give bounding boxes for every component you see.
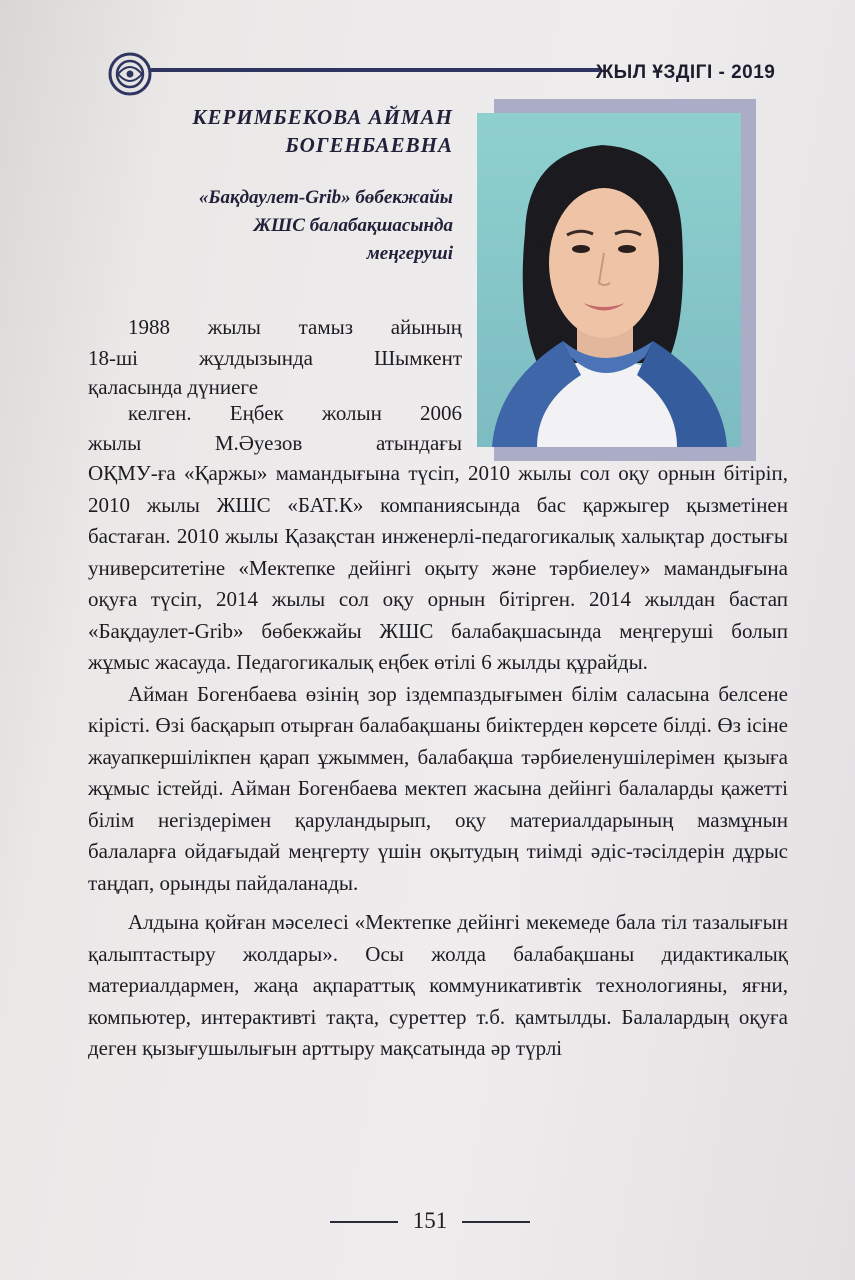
portrait-illustration	[477, 113, 741, 447]
position-line-1: «Бақдаулет-Grib» бөбекжайы	[198, 187, 453, 208]
header-title: ЖЫЛ ҰЗДІГІ - 2019	[596, 62, 776, 83]
footer-line-left	[330, 1221, 398, 1223]
position-line-3: меңгеруші	[366, 243, 453, 264]
position-line-2: ЖШС балабақшасында	[253, 215, 453, 236]
paragraph-1-continued: ОҚМУ-ға «Қаржы» мамандығына түсіп, 2010 жылы сол оқу орнын бітіріп, 2010 жылы ЖШС «БАТ.К» компаниясында бас қаржыгер қызметінен бастаған. 2010 жылы Қазақстан инженерлі-педагогикалық халықтар достығы университетіне «Мектепке дейінгі оқыту және тәрбиелеу» мамандығына оқуға түсіп, 2014 жылы сол оқу орнын бітірген. 2014 жылдан бастап «Бақдаулет-Grib» бөбекжайы ЖШС балабақшасында меңгеруші болып жұмыс жасауда. Педагогикалық еңбек өтілі 6 жылды құрайды.	[88, 461, 788, 674]
header-rule	[150, 68, 600, 72]
intro-line-3: қаласында дүниеге	[88, 375, 259, 399]
name-line-1: КЕРИМБЕКОВА АЙМАН	[192, 105, 453, 129]
person-position	[93, 184, 453, 268]
intro-line-5: жылы М.Әуезов атындағы	[88, 431, 462, 455]
intro-line-2: 18-ші жұлдызында Шымкент	[88, 346, 462, 370]
portrait-photo	[477, 113, 741, 447]
intro-line-1: 1988 жылы тамыз айының	[128, 315, 462, 339]
paragraph-2: Айман Богенбаева өзінің зор іздемпаздығымен білім саласына белсене кірісті. Өзі басқарып отырған балабақшаны биіктерден көрсете білді. Өз ісіне жауапкершілікпен қарап ұжыммен, балабақша тәрбиеленушілерімен қызыға жұмыс істейді. Айман Богенбаева мектеп жасына дейінгі балаларды қажетті білім негіздерімен қаруландырып, оқу материалдарының мазмұнын балаларға ойдағыдай меңгерту үшін оқытудың тиімді әдіс-тәсілдерін дұрыс таңдап, орынды пайдаланады.	[88, 681, 788, 895]
person-name	[93, 103, 453, 159]
paragraph-3: Алдына қойған мәселесі «Мектепке дейінгі мекемеде бала тіл тазалығын қалыптастыру жолдары». Осы жолда балабақшаны дидактикалық материалдармен, жаңа ақпараттық коммуникативтік технологияны, яғни, компьютер, интерактивті тақта, суреттер т.б. қамтылды. Балалардың оқуға деген қызығушылығын арттыру мақсатында әр түрлі	[88, 910, 788, 1060]
ornament-logo-icon	[108, 52, 152, 96]
page-number: 151	[412, 1208, 448, 1233]
article-body	[88, 458, 788, 1065]
name-line-2: БОГЕНБАЕВНА	[285, 133, 453, 157]
page-footer	[330, 1204, 530, 1240]
footer-line-right	[462, 1221, 530, 1223]
intro-line-4: келген. Еңбек жолын 2006	[128, 401, 462, 425]
